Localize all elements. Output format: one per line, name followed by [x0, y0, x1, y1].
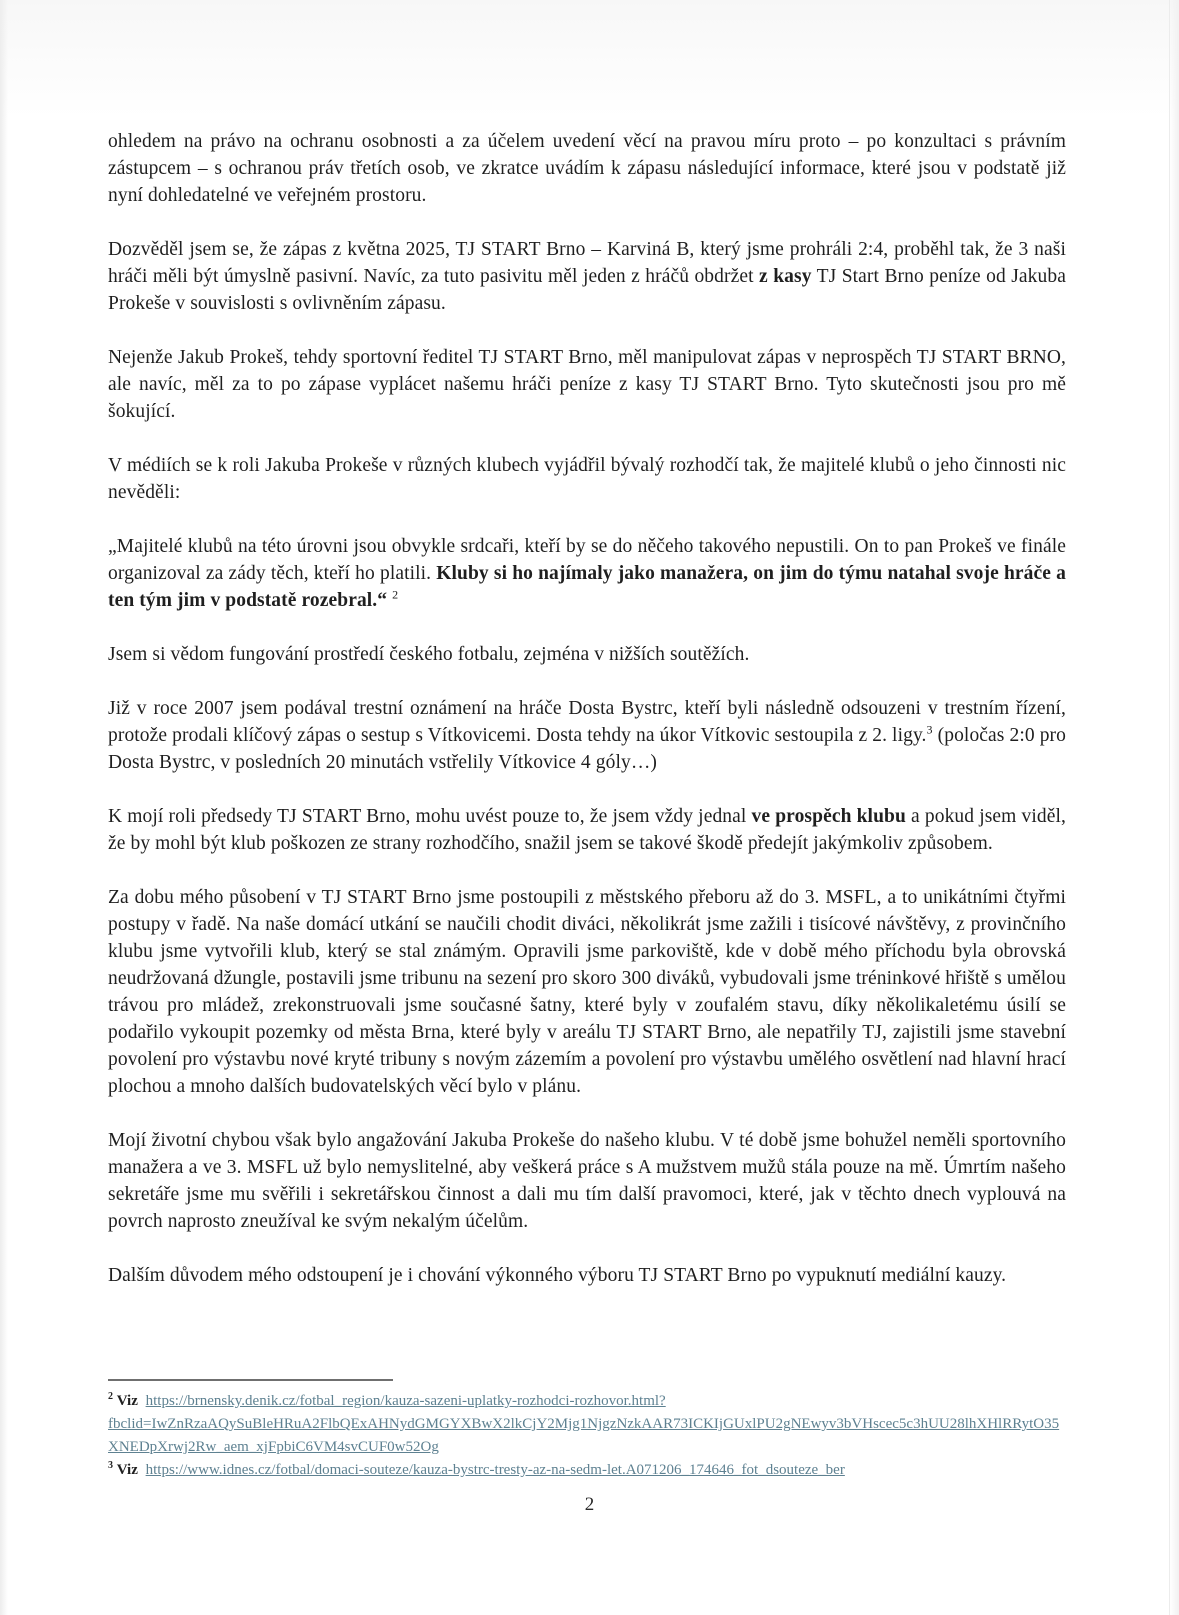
footnote-marker: 3 — [108, 1460, 113, 1471]
body-text: K mojí roli předsedy TJ START Brno, mohu uvést pouze to, že jsem vždy jednal — [108, 806, 752, 827]
paragraph — [108, 641, 1066, 668]
body-text: Za dobu mého působení v TJ START Brno jsme postoupili z městského přeboru až do 3. MSFL, a to unikátními čtyřmi postupy v řadě. Na naše domácí utkání se naučili chodit diváci, několikrát jsme zažili i tisícové návštěvy, z provinčního klubu jsme vytvořili klub, který se stal známým. Opravili jsme parkoviště, kde v době mého příchodu byla obrovská neudržovaná džungle, postavili jsme tribunu na sezení pro skoro 300 diváků, vybudovali jsme tréninkové hřiště s umělou trávou pro mládež, zrekonstruovali jsme současné šatny, které byly v zoufalém stavu, díky několikaletému úsilí se podařilo vykoupit pozemky od města Brna, které byly v areálu TJ START Brno, ale nepatřily TJ, zajistili jsme stavební povolení pro výstavbu nové kryté tribuny s novým zázemím a povolení pro výstavbu umělého osvětlení nad hlavní hrací plochou a mnoho dalších budovatelských věcí bylo v plánu. — [108, 887, 1066, 1097]
emphasis-text: Kluby si ho najímaly jako manažera, on jim do týmu natahal svoje hráče a ten tým jim v podstatě rozebral.“ — [108, 563, 1066, 611]
footnote-label: Viz — [116, 1462, 138, 1478]
paragraph — [108, 1127, 1066, 1235]
footnote-area — [108, 1379, 1066, 1482]
paragraph — [108, 803, 1066, 857]
emphasis-text: ve prospěch klubu — [751, 806, 906, 827]
paragraph — [108, 1262, 1066, 1289]
scan-edge-right — [1169, 0, 1179, 1615]
body-text: Nejenže Jakub Prokeš, tehdy sportovní ředitel TJ START Brno, měl manipulovat zápas v neprospěch TJ START BRNO, ale navíc, měl za to po zápase vyplácet našemu hráči peníze z kasy TJ START Brno. Tyto skutečnosti jsou pro mě šokující. — [108, 347, 1066, 422]
body-text: a pokud jsem viděl, že by mohl být klub poškozen ze strany rozhodčího, snažil jsem se takové škodě předejít jakýmkoliv způsobem. — [108, 806, 1067, 854]
paragraph — [108, 884, 1066, 1100]
footnote-list — [108, 1390, 1066, 1482]
footnote-link[interactable]: https://brnensky.denik.cz/fotbal_region/kauza-sazeni-uplatky-rozhodci-rozhovor.html?fbclid=IwZnRzaAQySuBleHRuA2FlbQExAHNydGMGYXBwX2lkCjY2Mjg1NjgzNzkAAR73ICKIjGUxlPU2gNEwyv3bVHscec5c3hUU28lhXHlRRytO35XNEDpXrwj2Rw_aem_xjFpbiC6VM4svCUF0w52Og — [108, 1393, 1060, 1455]
body-text: ohledem na právo na ochranu osobnosti a za účelem uvedení věcí na pravou míru proto – po konzultaci s právním zástupcem – s ochranou práv třetích osob, ve zkratce uvádím k zápasu následující informace, které jsou v podstatě již nyní dohledatelné ve veřejném prostoru. — [108, 131, 1066, 206]
paragraph — [108, 533, 1066, 614]
footnote-separator — [108, 1379, 393, 1381]
footnote-link[interactable]: https://www.idnes.cz/fotbal/domaci-souteze/kauza-bystrc-tresty-az-na-sedm-let.A071206_174646_fot_dsouteze_ber — [145, 1462, 845, 1478]
body-text: TJ Start Brno peníze od Jakuba Prokeše v souvislosti s ovlivněním zápasu. — [108, 266, 1066, 314]
footnote — [108, 1459, 1066, 1482]
page-number: 2 — [584, 1494, 595, 1515]
body-text: Dalším důvodem mého odstoupení je i chování výkonného výboru TJ START Brno po vypuknutí mediální kauzy. — [108, 1265, 1007, 1286]
paragraph — [108, 128, 1066, 209]
paragraph — [108, 695, 1066, 776]
paragraph — [108, 236, 1066, 317]
footnote-label: Viz — [116, 1393, 138, 1409]
body-text: (poločas 2:0 pro Dosta Bystrc, v posledních 20 minutách vstřelily Vítkovice 4 góly…) — [108, 725, 1067, 773]
footnote — [108, 1390, 1066, 1459]
scan-edge-left — [0, 0, 8, 1615]
scan-shading-top — [0, 0, 1179, 118]
body-text: Již v roce 2007 jsem podával trestní oznámení na hráče Dosta Bystrc, kteří byli následně odsouzeni v trestním řízení, protože prodali klíčový zápas o sestup s Vítkovicemi. Dosta tehdy na úkor Vítkovic sestoupila z 2. ligy. — [108, 698, 1066, 746]
body-text: Dozvěděl jsem se, že zápas z května 2025, TJ START Brno – Karviná B, který jsme prohráli 2:4, proběhl tak, že 3 naši hráči měli být úmyslně pasivní. Navíc, za tuto pasivitu měl jeden z hráčů obdržet — [108, 239, 1066, 287]
footnote-reference: 2 — [392, 587, 399, 602]
emphasis-text: z kasy — [759, 266, 812, 287]
body-text: Mojí životní chybou však bylo angažování Jakuba Prokeše do našeho klubu. V té době jsme bohužel neměli sportovního manažera a ve 3. MSFL už bylo nemyslitelné, aby veškerá práce s A mužstvem mužů stála pouze na mě. Úmrtím našeho sekretáře jsme mu svěřili i sekretářskou činnost a dali mu tím další pravomoci, které, jak v těchto dnech vyplouvá na povrch naprosto zneužíval ke svým nekalým účelům. — [108, 1130, 1066, 1232]
paragraph — [108, 344, 1066, 425]
footnote-marker: 2 — [108, 1391, 113, 1402]
body-text: „Majitelé klubů na této úrovni jsou obvykle srdcaři, kteří by se do něčeho takového nepustili. On to pan Prokeš ve finále organizoval za zády těch, kteří ho platili. — [108, 536, 1066, 584]
body-text: V médiích se k roli Jakuba Prokeše v různých klubech vyjádřil bývalý rozhodčí tak, že majitelé klubů o jeho činnosti nic nevěděli: — [108, 455, 1066, 503]
body-text: Jsem si vědom fungování prostředí českého fotbalu, zejména v nižších soutěžích. — [108, 644, 750, 665]
document-body — [108, 128, 1066, 1316]
footnote-reference: 3 — [926, 722, 933, 737]
paragraph — [108, 452, 1066, 506]
